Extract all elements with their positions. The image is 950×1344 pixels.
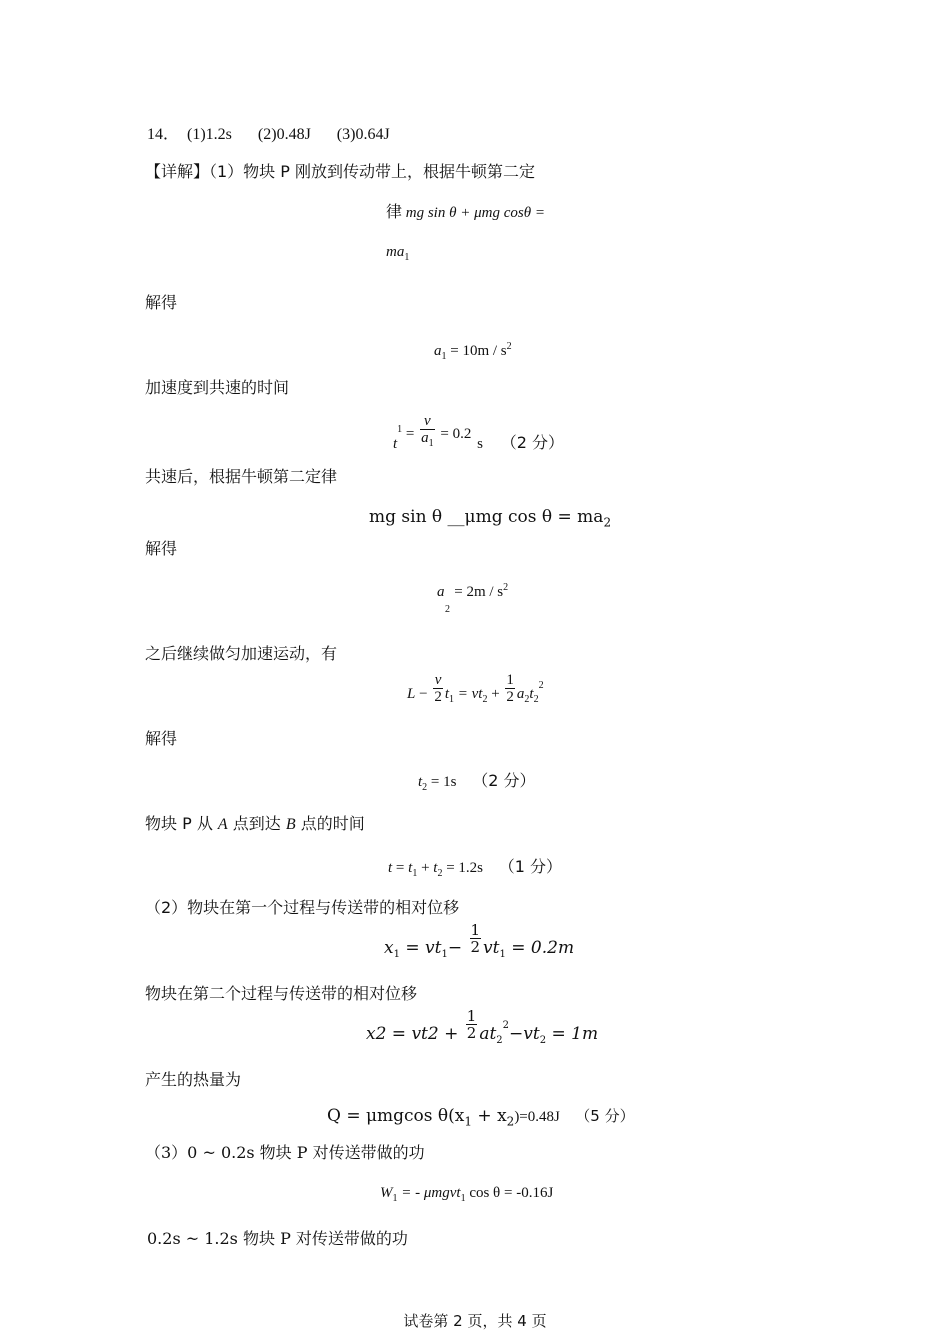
Q-score: （5 分）: [575, 1107, 635, 1125]
L-t2-sub: 2: [482, 693, 488, 705]
point-B: B: [285, 816, 296, 833]
t-eq: =: [395, 860, 405, 876]
L-frac2: [505, 672, 515, 705]
x2-frac-den: 2: [466, 1024, 477, 1042]
x1-rhs: = 0.2m: [511, 938, 575, 958]
L-frac1-den: 2: [434, 689, 442, 705]
L-frac1: [433, 672, 443, 705]
jiede-2: 解得: [145, 539, 178, 558]
ab-intro-3: 点的时间: [300, 814, 365, 833]
a1-sup: 2: [506, 341, 512, 352]
time-intro: 加速度到共速的时间: [145, 378, 290, 397]
t2-t: t: [418, 774, 423, 790]
x1-lhs-sub: 1: [393, 949, 400, 961]
x1-frac-num: 1: [470, 921, 481, 939]
L-L: L: [407, 685, 416, 702]
x1-s1: 1: [441, 949, 448, 961]
a2-a: a: [437, 584, 445, 600]
x2-frac: [466, 1008, 478, 1041]
t-rhs: = 1.2s: [446, 860, 483, 876]
a1-rhs: = 10m / s: [450, 343, 507, 359]
L-a2: a: [516, 685, 525, 702]
t-plus: +: [421, 860, 430, 876]
t1-den-a: a: [421, 430, 429, 446]
part3-intro: （3）0 ~ 0.2s 物块 P 对传送带做的功: [145, 1143, 425, 1162]
eq1-prefix: 律: [386, 202, 403, 221]
x2-s1: 2: [496, 1035, 503, 1047]
cont-intro: 之后继续做匀加速运动，有: [145, 644, 338, 663]
t-t: t: [388, 860, 393, 876]
equation-Q: [327, 1106, 635, 1131]
t1-fraction: [420, 413, 435, 452]
x2-frac-num: 1: [466, 1007, 477, 1025]
t1-sup: 1: [397, 423, 403, 435]
a2-subscript: 2: [445, 604, 450, 615]
t1-rhs: = 0.2: [440, 425, 472, 442]
after-intro: 共速后，根据牛顿第二定律: [145, 467, 338, 486]
L-eq: = vt: [457, 685, 483, 702]
t-t1-sub: 1: [412, 868, 418, 879]
t1-eq: =: [405, 425, 415, 442]
L-t1: t: [444, 685, 449, 702]
question-number: 14．: [147, 126, 180, 143]
x1-s2: 1: [499, 949, 506, 961]
answer-3: (3)0.64J: [336, 126, 390, 143]
equation-a1: [434, 337, 512, 367]
equation-a2: [437, 578, 508, 602]
Q-sub1: 1: [464, 1114, 473, 1129]
jiede-3: 解得: [145, 729, 178, 748]
W1-W: W: [380, 1185, 393, 1201]
a1-lhs: a: [434, 343, 442, 359]
t1-unit: s: [477, 435, 483, 452]
x1-lhs: x: [384, 938, 394, 958]
t2-score: （2 分）: [472, 771, 536, 790]
t-t1: t: [408, 860, 413, 876]
equation-x2: [366, 1007, 599, 1047]
L-t2: t: [529, 685, 534, 702]
answer-1: (1)1.2s: [187, 126, 232, 143]
equation-x1: [384, 921, 575, 961]
equation-L: [407, 672, 544, 705]
equation-t1: [393, 411, 564, 450]
L-frac1-num: v: [434, 672, 442, 688]
Q-text: Q = μmgcos θ(x: [327, 1106, 465, 1126]
W1-rhs: = - μmgvt: [401, 1185, 461, 1201]
L-minus: −: [419, 685, 428, 702]
x2-s2: 2: [539, 1035, 547, 1047]
Q-sub2: 2: [506, 1114, 515, 1129]
x2-lhs: x2 = vt2 +: [366, 1024, 459, 1044]
t1-num: v: [420, 413, 435, 430]
answer-line: [147, 125, 390, 145]
x2-rest: −vt: [509, 1024, 540, 1044]
t-t2-sub: 2: [437, 868, 443, 879]
eq1-text: mg sin θ + μmg cosθ =: [405, 205, 545, 221]
equation-1: [386, 202, 545, 223]
a2-sup: 2: [503, 582, 509, 593]
Q-plus: + x: [472, 1106, 507, 1126]
equation-t: [388, 857, 562, 884]
L-t2b-sub: 2: [533, 693, 539, 705]
t2-rhs: = 1s: [430, 774, 457, 790]
equation-W1: [380, 1183, 553, 1209]
L-t1-sub: 1: [448, 693, 454, 705]
x1-eq: = vt: [405, 938, 442, 958]
x2-mid: at: [479, 1024, 497, 1044]
last-line: 0.2s ~ 1.2s 物块 P 对传送带做的功: [147, 1229, 408, 1248]
ab-intro: [145, 814, 365, 835]
answer-2: (2)0.48J: [257, 126, 311, 143]
t-t2: t: [433, 860, 438, 876]
ab-intro-2: 点到达: [232, 814, 281, 833]
x1-frac: [470, 922, 482, 955]
ab-intro-1: 物块 P 从: [145, 814, 213, 833]
page-footer: 试卷第 2 页，共 4 页: [403, 1312, 547, 1330]
L-frac2-num: 1: [506, 672, 514, 688]
jiede-1: 解得: [145, 293, 178, 312]
ma2-sub: 2: [603, 515, 612, 530]
equation-1-rhs: [386, 242, 409, 268]
t1-den-sub: 1: [428, 438, 434, 449]
L-plus: +: [491, 685, 500, 702]
equation-ma2: [369, 507, 611, 532]
t1-score: （2 分）: [500, 432, 564, 452]
Q-rhs: )=0.48J: [514, 1109, 560, 1125]
x1-frac-den: 2: [470, 938, 481, 956]
heat-intro: 产生的热量为: [145, 1070, 242, 1089]
part2-intro: （2）物块在第一个过程与传送带的相对位移: [145, 898, 460, 917]
L-frac2-den: 2: [506, 689, 514, 705]
ma2-text: mg sin θ __μmg cos θ = ma: [369, 507, 604, 527]
L-a2-sub: 2: [524, 693, 530, 705]
t-score: （1 分）: [498, 857, 563, 876]
equation-t2: [418, 771, 536, 798]
W1-sub: 1: [392, 1193, 398, 1204]
eq1b-text: ma: [386, 244, 405, 260]
L-t2b-sup: 2: [538, 679, 544, 691]
intro-text: 【详解】（1）物块 P 刚放到传动带上，根据牛顿第二定: [145, 162, 536, 181]
x2-sup: 2: [502, 1020, 510, 1032]
t1-den: [420, 430, 435, 452]
x2-intro: 物块在第二个过程与传送带的相对位移: [145, 984, 418, 1003]
t1-t: t: [393, 435, 398, 452]
a2-rhs: = 2m / s: [454, 584, 504, 600]
a1-sub: 1: [441, 351, 447, 362]
x2-rhs: = 1m: [551, 1024, 599, 1044]
eq1b-sub: 1: [404, 252, 410, 263]
t2-sub: 2: [422, 782, 428, 793]
x1-minus: −: [447, 938, 463, 958]
point-A: A: [217, 816, 228, 833]
W1-tail: cos θ = -0.16J: [469, 1185, 554, 1201]
x1-vt: vt: [483, 938, 500, 958]
W1-t-sub: 1: [460, 1193, 466, 1204]
